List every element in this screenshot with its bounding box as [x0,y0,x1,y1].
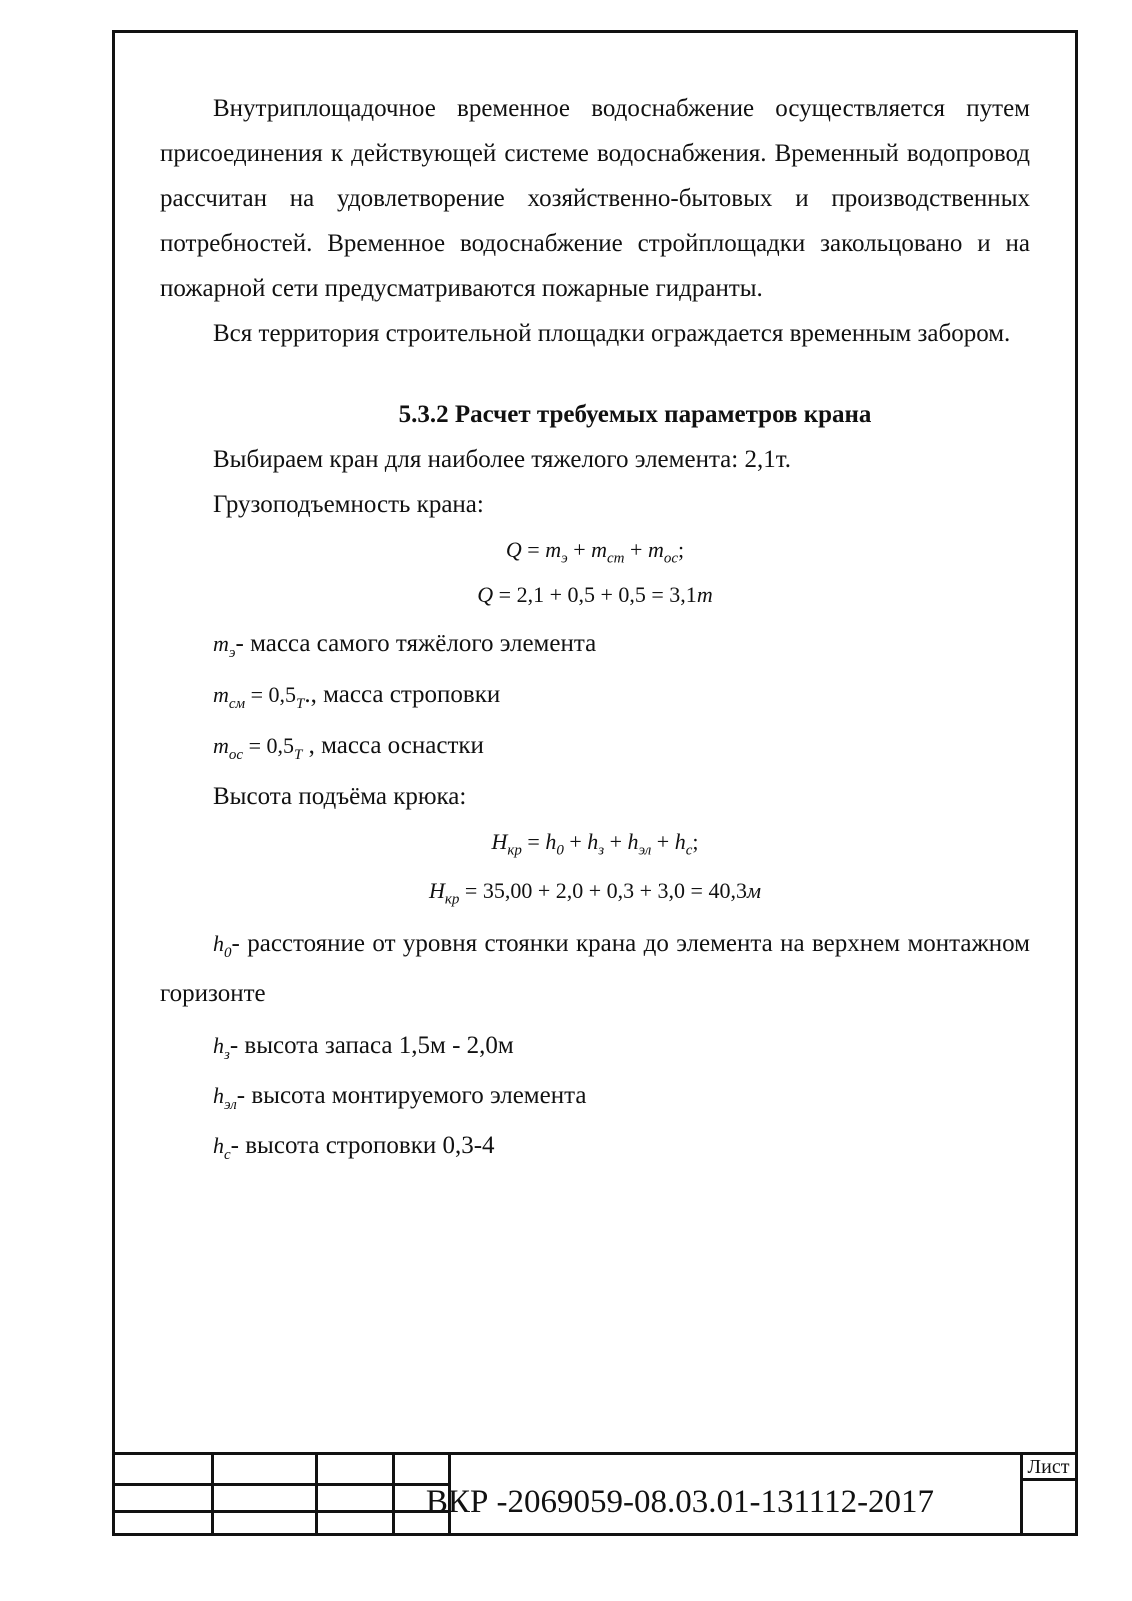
def-hel: $h_{эл}-$ высота монтируемого элемента [213,1082,587,1113]
formula-capacity-value: Q = 2,1 + 0,5 + 0,5 = 3,1т [477,582,713,607]
def-h0: $h_0-$ расстояние от уровня стоянки крана до элемента на верхнем монтажном горизонте [160,930,1030,1007]
def-element-mass: $m_э-$ масса самого тяжёлого элемента [213,630,597,661]
paragraph-capacity: Грузоподъемность крана: [213,491,484,518]
sheet-label: Лист [1027,1456,1070,1478]
paragraph-water-supply: Внутриплощадочное временное водоснабжение осуществляется путем присоединения к действующей системе водоснабжения. Временный водопровод рассчитан на удовлетворение хозяйственно-бытовых и производственных потребностей. Временное водоснабжение стройплощадки закольцовано и на пожарной сети предусматриваются пожарные гидранты. [160,95,1030,302]
paragraph-fence: Вся территория строительной площадки ограждается временным забором. [213,320,1011,347]
formula-hook-height-value: $H_{кр} = 35,00 + 2,0 + 0,3 + 3,0 = 40,3м$ [428,878,761,908]
def-hc: $h_с-$ высота строповки 0,3-4 [213,1132,495,1163]
formula-capacity: $Q = m_э + m_{ст} + m_{ос}$; [505,537,685,567]
section-heading: 5.3.2 Расчет требуемых параметров крана [398,401,872,428]
def-rigging-mass: $m_{ос} = 0,5_Т$ , масса оснастки [213,732,484,763]
document-code: ВКР -2069059-08.03.01-131112-2017 [425,1484,935,1520]
paragraph-crane-choice: Выбираем кран для наиболее тяжелого элемента: 2,1т. [213,446,792,473]
def-hz: $h_з-$ высота запаса 1,5м - 2,0м [213,1032,514,1063]
def-slinging-mass: $m_{см} = 0,5_Т$., масса строповки [213,681,501,712]
paragraph-hook-height: Высота подъёма крюка: [213,783,467,810]
formula-hook-height: $H_{кр} = h_0 + h_з + h_{эл} + h_с$; [491,829,699,859]
document-body [160,86,1030,1171]
